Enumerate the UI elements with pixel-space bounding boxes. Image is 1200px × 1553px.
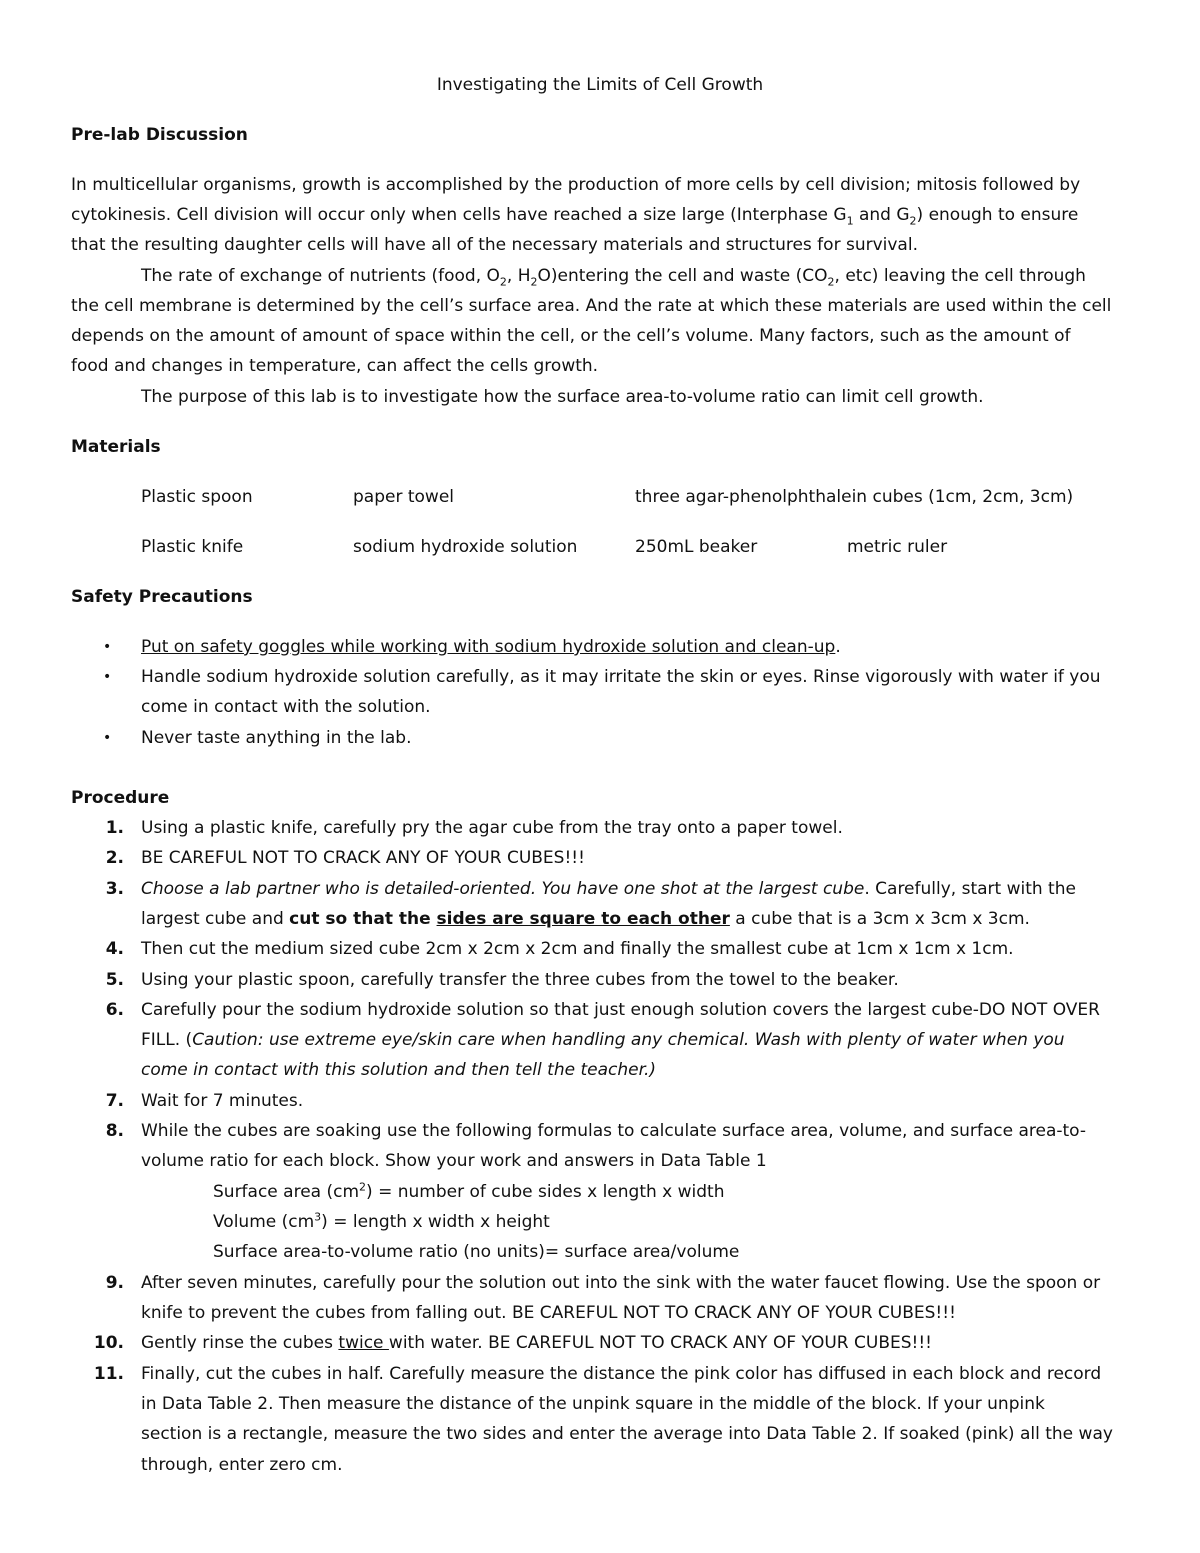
safety-item-handle-line1: Handle sodium hydroxide solution carefully, as it may irritate the skin or eyes. Rinse vigorously with water if you xyxy=(141,667,1101,687)
material-item: metric ruler xyxy=(847,537,948,557)
step-2-text: BE CAREFUL NOT TO CRACK ANY OF YOUR CUBES!!! xyxy=(141,848,585,868)
material-item: three agar-phenolphthalein cubes (1cm, 2cm, 3cm) xyxy=(635,487,1074,507)
prelab-p1-line3: that the resulting daughter cells will have all of the necessary materials and structures for survival. xyxy=(71,235,918,255)
bullet-icon: • xyxy=(103,639,112,655)
step-11-line2: in Data Table 2. Then measure the distance of the unpink square in the middle of the block. If your unpink xyxy=(141,1394,1045,1414)
bullet-icon: • xyxy=(103,669,112,685)
step-6-line2: FILL. (Caution: use extreme eye/skin care when handling any chemical. Wash with plenty of water when you xyxy=(141,1030,1065,1050)
prelab-purpose: The purpose of this lab is to investigate how the surface area-to-volume ratio can limit cell growth. xyxy=(141,387,984,407)
material-item: paper towel xyxy=(353,487,455,507)
material-item: Plastic knife xyxy=(141,537,244,557)
step-9-line1: After seven minutes, carefully pour the solution out into the sink with the water faucet flowing. Use the spoon or xyxy=(141,1273,1101,1293)
step-number: 5. xyxy=(105,970,124,990)
step-4-text: Then cut the medium sized cube 2cm x 2cm x 2cm and finally the smallest cube at 1cm x 1cm x 1cm. xyxy=(141,939,1014,959)
step-number: 8. xyxy=(105,1121,124,1141)
formula-ratio: Surface area-to-volume ratio (no units)= surface area/volume xyxy=(213,1242,740,1262)
prelab-p1-line1: In multicellular organisms, growth is accomplished by the production of more cells by cell division; mitosis followed by xyxy=(71,175,1081,195)
material-item: 250mL beaker xyxy=(635,537,758,557)
material-item: Plastic spoon xyxy=(141,487,253,507)
step-number: 7. xyxy=(105,1091,124,1111)
document-title: Investigating the Limits of Cell Growth xyxy=(436,75,764,95)
step-number: 10. xyxy=(93,1333,124,1353)
step-number: 2. xyxy=(105,848,124,868)
materials-heading: Materials xyxy=(71,437,161,457)
formula-surface-area: Surface area $(cm^2)$ = number of cube sides x length x width xyxy=(213,1180,725,1202)
safety-item-handle-line2: come in contact with the solution. xyxy=(141,697,431,717)
prelab-heading: Pre-lab Discussion xyxy=(71,125,248,145)
step-number: 9. xyxy=(105,1273,124,1293)
safety-heading: Safety Precautions xyxy=(71,587,253,607)
step-11-line1: Finally, cut the cubes in half. Carefully measure the distance the pink color has diffused in each block and record xyxy=(141,1364,1102,1384)
prelab-p2-line2: the cell membrane is determined by the cell’s surface area. And the rate at which these materials are used within the cell xyxy=(71,296,1112,316)
step-8-line2: volume ratio for each block. Show your work and answers in Data Table 1 xyxy=(141,1151,767,1171)
procedure-heading: Procedure xyxy=(71,788,170,808)
step-number: 3. xyxy=(105,879,124,899)
safety-item-taste: Never taste anything in the lab. xyxy=(141,728,412,748)
bullet-icon: • xyxy=(103,730,112,746)
step-9-line2: knife to prevent the cubes from falling out. BE CAREFUL NOT TO CRACK ANY OF YOUR CUBES!!! xyxy=(141,1303,956,1323)
step-number: 11. xyxy=(93,1364,124,1384)
step-7-text: Wait for 7 minutes. xyxy=(141,1091,304,1111)
step-3-line2: largest cube and cut so that the sides are square to each other a cube that is a 3cm x 3cm x 3cm. xyxy=(141,909,1030,929)
step-6-line1: Carefully pour the sodium hydroxide solution so that just enough solution covers the largest cube-DO NOT OVER xyxy=(141,1000,1100,1020)
step-11-line4: through, enter zero cm. xyxy=(141,1455,343,1475)
prelab-p2-line3: depends on the amount of amount of space within the cell, or the cell’s volume. Many factors, such as the amount of xyxy=(71,326,1071,346)
prelab-p2-line4: food and changes in temperature, can affect the cells growth. xyxy=(71,356,599,376)
step-3-line1: Choose a lab partner who is detailed-oriented. You have one shot at the largest cube. Carefully, start with the xyxy=(141,879,1076,899)
step-number: 1. xyxy=(105,818,124,838)
step-11-line3: section is a rectangle, measure the two sides and enter the average into Data Table 2. If soaked (pink) all the way xyxy=(141,1424,1113,1444)
step-1-text: Using a plastic knife, carefully pry the agar cube from the tray onto a paper towel. xyxy=(141,818,843,838)
material-item: sodium hydroxide solution xyxy=(353,537,578,557)
step-number: 6. xyxy=(105,1000,124,1020)
prelab-p2-line1: The rate of exchange of nutrients (food, $O_2$, $H_2O)entering$ the cell and waste ($CO_2$, etc) leaving the cell through xyxy=(141,266,1086,289)
safety-item-goggles: Put on safety goggles while working with sodium hydroxide solution and clean-up. xyxy=(141,637,841,657)
step-8-line1: While the cubes are soaking use the following formulas to calculate surface area, volume, and surface area-to- xyxy=(141,1121,1087,1141)
prelab-p1-line2: cytokinesis. Cell division will occur only when cells have reached a size large (Interphase $G_1$ and $G_2$) enough to ensure xyxy=(71,205,1079,228)
step-6-line3: come in contact with this solution and then tell the teacher.) xyxy=(141,1060,657,1080)
formula-volume: Volume $(cm^3)$ = length x width x height xyxy=(213,1210,550,1232)
step-10-text: Gently rinse the cubes twice with water. BE CAREFUL NOT TO CRACK ANY OF YOUR CUBES!!! xyxy=(141,1333,932,1353)
step-5-text: Using your plastic spoon, carefully transfer the three cubes from the towel to the beaker. xyxy=(141,970,899,990)
step-number: 4. xyxy=(105,939,124,959)
